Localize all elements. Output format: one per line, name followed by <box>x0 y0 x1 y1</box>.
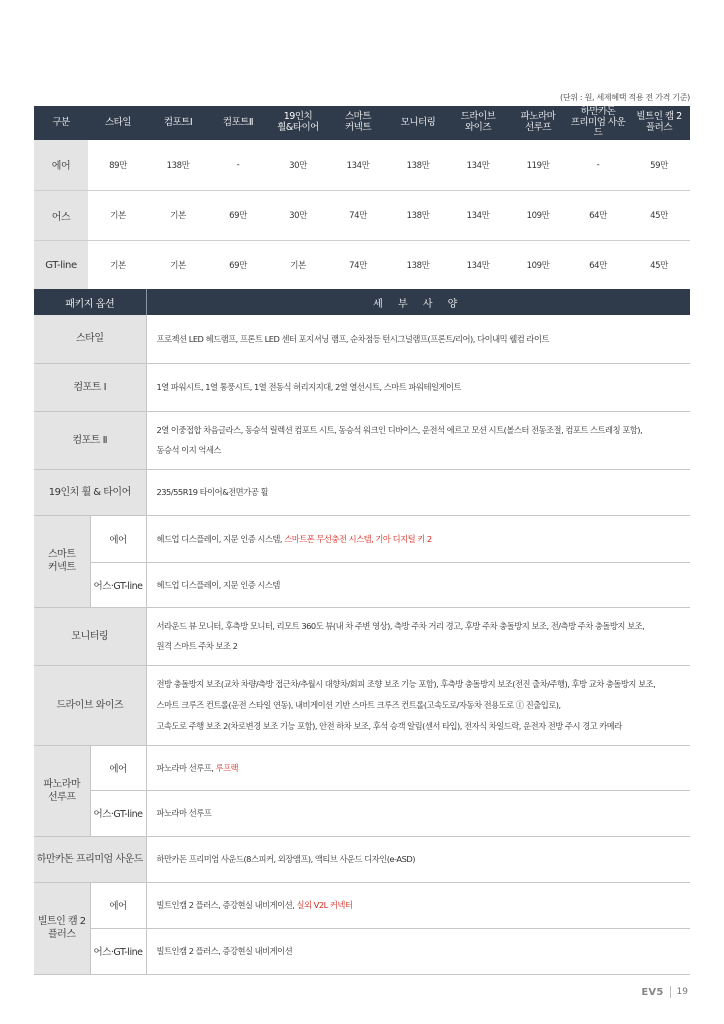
price-header-cell: 스마트 커넥트 <box>328 106 388 140</box>
package-desc <box>146 665 690 745</box>
desc-highlight: 스마트폰 무선충전 시스템, 기아 디지털 키 2 <box>284 533 432 544</box>
package-desc-line: 서라운드 뷰 모니터, 후측방 모니터, 리모트 360도 뷰(내 차 주변 영상), 측방 주차 거리 경고, 후방 주차 충돌방지 보조, 전/측방 주차 충돌방지 보조, <box>156 621 645 631</box>
package-sub-trim: 어스·GT-line <box>90 790 146 836</box>
package-row-smart-air <box>34 515 690 562</box>
desc-plain: 파노라마 선루프, <box>156 762 216 773</box>
price-cell: 89만 <box>88 140 148 190</box>
price-cell: 74만 <box>328 190 388 240</box>
package-sub-trim: 어스·GT-line <box>90 928 146 974</box>
package-desc <box>146 882 690 928</box>
price-header-cell: 모니터링 <box>388 106 448 140</box>
price-header-cell: 드라이브 와이즈 <box>448 106 508 140</box>
price-cell: 기본 <box>148 190 208 240</box>
trim-name: GT-line <box>34 240 88 290</box>
price-cell: 45만 <box>628 190 690 240</box>
price-cell: 69만 <box>208 190 268 240</box>
package-desc <box>146 411 690 469</box>
package-row-builtin-earth <box>34 928 690 974</box>
price-cell: 기본 <box>268 240 328 290</box>
package-row-monitoring <box>34 607 690 665</box>
package-name: 드라이브 와이즈 <box>34 665 146 745</box>
price-cell: 74만 <box>328 240 388 290</box>
price-cell: 30만 <box>268 140 328 190</box>
package-desc-line: 고속도로 주행 보조 2(차로변경 보조 기능 포함), 안전 하차 보조, 후석 승객 알림(센서 타입), 전자식 차일드락, 운전자 전방 주시 경고 카메라 <box>156 720 622 731</box>
price-cell: 69만 <box>208 240 268 290</box>
price-cell: 45만 <box>628 240 690 290</box>
price-cell: 기본 <box>88 190 148 240</box>
price-header-cell: 컴포트Ⅱ <box>208 106 268 140</box>
price-header-cell: 스타일 <box>88 106 148 140</box>
price-cell: 기본 <box>88 240 148 290</box>
package-row-panorama-earth <box>34 790 690 836</box>
page-footer <box>641 986 688 998</box>
package-row-builtin-air <box>34 882 690 928</box>
price-header-cell: 빌트인 캠 2 플러스 <box>628 106 690 140</box>
price-header-cell: 하만카돈 프리미엄 사운드 <box>568 106 628 140</box>
package-desc <box>146 745 690 790</box>
price-cell: 기본 <box>148 240 208 290</box>
price-row <box>34 140 690 190</box>
price-cell: 138만 <box>388 140 448 190</box>
footer-divider <box>670 986 671 998</box>
package-desc: 빌트인캠 2 플러스, 증강현실 내비게이션 <box>146 928 690 974</box>
model-name: EV5 <box>641 986 664 998</box>
price-header-cell: 파노라마 선루프 <box>508 106 568 140</box>
price-cell: 138만 <box>388 190 448 240</box>
price-header-row <box>34 106 690 140</box>
price-cell: 59만 <box>628 140 690 190</box>
desc-highlight: 실외 V2L 커넥터 <box>296 900 353 910</box>
trim-name: 에어 <box>34 140 88 190</box>
trim-name: 어스 <box>34 190 88 240</box>
price-table <box>34 106 690 291</box>
package-desc <box>146 515 690 562</box>
package-name: 스마트 커넥트 <box>34 515 90 607</box>
package-desc: 1열 파워시트, 1열 통풍시트, 1열 전동식 허리지지대, 2열 열선시트, 스마트 파워테일게이트 <box>146 363 690 411</box>
price-header-cell: 컴포트Ⅰ <box>148 106 208 140</box>
price-cell: 30만 <box>268 190 328 240</box>
price-cell: 138만 <box>388 240 448 290</box>
package-detail-header: 세 부 사 양 <box>146 289 690 315</box>
package-desc: 하만카돈 프리미엄 사운드(8스피커, 외장앰프), 액티브 사운드 디자인(e-ASD) <box>146 836 690 882</box>
package-name: 스타일 <box>34 315 146 363</box>
package-desc: 235/55R19 타이어&전면가공 휠 <box>146 469 690 515</box>
price-cell: 134만 <box>448 240 508 290</box>
price-header-cell: 19인치 휠&타이어 <box>268 106 328 140</box>
package-desc: 프로젝션 LED 헤드램프, 프론트 LED 센터 포지셔닝 램프, 순차점등 턴시그널램프(프론트/리어), 다이내믹 웰컴 라이트 <box>146 315 690 363</box>
package-row-comfort2 <box>34 411 690 469</box>
price-cell: 134만 <box>328 140 388 190</box>
package-sub-trim: 어스·GT-line <box>90 562 146 607</box>
package-name: 19인치 휠 & 타이어 <box>34 469 146 515</box>
package-name: 모니터링 <box>34 607 146 665</box>
package-desc <box>146 607 690 665</box>
package-option-header: 패키지 옵션 <box>34 289 146 315</box>
package-desc: 파노라마 선루프 <box>146 790 690 836</box>
price-cell: - <box>208 140 268 190</box>
package-sub-trim: 에어 <box>90 515 146 562</box>
package-row-wheel <box>34 469 690 515</box>
package-desc: 헤드업 디스플레이, 지문 인증 시스템 <box>146 562 690 607</box>
package-sub-trim: 에어 <box>90 745 146 790</box>
price-cell: 64만 <box>568 190 628 240</box>
price-row <box>34 190 690 240</box>
price-cell: 134만 <box>448 190 508 240</box>
price-body <box>34 140 690 290</box>
package-name: 컴포트 Ⅰ <box>34 363 146 411</box>
price-cell: 119만 <box>508 140 568 190</box>
package-desc-line: 전방 충돌방지 보조(교차 차량/측방 접근차/추월시 대향차/회피 조향 보조 기능 포함), 후측방 충돌방지 보조(전진 출차/주행), 후방 교차 충돌방지 보조, <box>156 678 656 689</box>
package-name: 파노라마 선루프 <box>34 745 90 836</box>
package-desc-line: 스마트 크루즈 컨트롤(운전 스타일 연동), 내비게이션 기반 스마트 크루즈 컨트롤(고속도로/자동차 전용도로 Ⓘ 진출입로), <box>156 699 561 710</box>
desc-plain: 헤드업 디스플레이, 지문 인증 시스템, <box>156 533 285 544</box>
package-desc-line: 동승석 이지 억세스 <box>156 445 221 455</box>
unit-note: (단위 : 원, 세제혜택 적용 전 가격 기준) <box>560 93 690 102</box>
package-header-row <box>34 289 690 315</box>
price-cell: 64만 <box>568 240 628 290</box>
desc-plain: 빌트인캠 2 플러스, 증강현실 내비게이션, <box>156 900 297 910</box>
package-name: 빌트인 캠 2 플러스 <box>34 882 90 974</box>
price-row <box>34 240 690 290</box>
price-cell: 109만 <box>508 190 568 240</box>
package-name: 하만카돈 프리미엄 사운드 <box>34 836 146 882</box>
price-cell: - <box>568 140 628 190</box>
price-cell: 134만 <box>448 140 508 190</box>
package-sub-trim: 에어 <box>90 882 146 928</box>
package-row-drive <box>34 665 690 745</box>
price-header-cell: 구분 <box>34 106 88 140</box>
price-cell: 109만 <box>508 240 568 290</box>
package-desc-line: 2열 이중접합 차음글라스, 동승석 릴렉션 컴포트 시트, 동승석 워크인 디바이스, 운전석 에르고 모션 시트(볼스터 전동조절, 컴포트 스트레칭 포함), <box>156 425 643 435</box>
desc-highlight: 루프랙 <box>215 762 239 773</box>
package-row-panorama-air <box>34 745 690 790</box>
package-row-style <box>34 315 690 363</box>
package-row-smart-earth <box>34 562 690 607</box>
package-table <box>34 289 690 975</box>
package-row-comfort1 <box>34 363 690 411</box>
page-number: 19 <box>676 987 688 997</box>
package-name: 컴포트 Ⅱ <box>34 411 146 469</box>
price-cell: 138만 <box>148 140 208 190</box>
package-desc-line: 원격 스마트 주차 보조 2 <box>156 641 238 651</box>
package-row-harman <box>34 836 690 882</box>
